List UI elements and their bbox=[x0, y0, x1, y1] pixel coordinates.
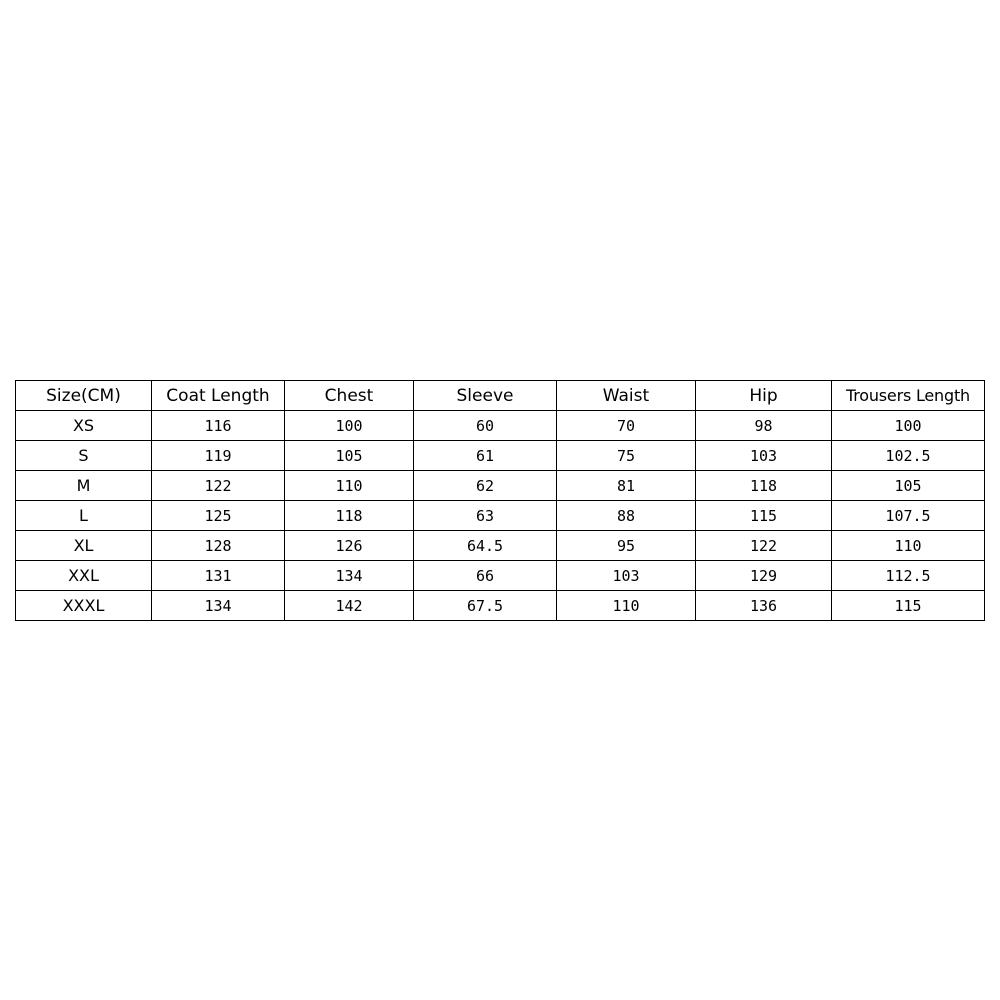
hip-cell: 98 bbox=[696, 411, 832, 441]
header-size: Size(CM) bbox=[16, 381, 152, 411]
hip-cell: 118 bbox=[696, 471, 832, 501]
sleeve-cell: 64.5 bbox=[414, 531, 557, 561]
trousers-length-cell: 110 bbox=[832, 531, 985, 561]
size-cell: S bbox=[16, 441, 152, 471]
header-trousers-length: Trousers Length bbox=[832, 381, 985, 411]
trousers-length-cell: 107.5 bbox=[832, 501, 985, 531]
sleeve-cell: 63 bbox=[414, 501, 557, 531]
hip-cell: 122 bbox=[696, 531, 832, 561]
waist-cell: 103 bbox=[557, 561, 696, 591]
sleeve-cell: 61 bbox=[414, 441, 557, 471]
hip-cell: 136 bbox=[696, 591, 832, 621]
header-row bbox=[16, 381, 985, 411]
chest-cell: 134 bbox=[285, 561, 414, 591]
coat-length-cell: 125 bbox=[152, 501, 285, 531]
sleeve-cell: 67.5 bbox=[414, 591, 557, 621]
chest-cell: 105 bbox=[285, 441, 414, 471]
table-row bbox=[16, 441, 985, 471]
hip-cell: 115 bbox=[696, 501, 832, 531]
coat-length-cell: 122 bbox=[152, 471, 285, 501]
coat-length-cell: 128 bbox=[152, 531, 285, 561]
table-row bbox=[16, 501, 985, 531]
trousers-length-cell: 115 bbox=[832, 591, 985, 621]
table-row bbox=[16, 411, 985, 441]
size-cell: XXXL bbox=[16, 591, 152, 621]
sleeve-cell: 62 bbox=[414, 471, 557, 501]
table-row bbox=[16, 591, 985, 621]
coat-length-cell: 119 bbox=[152, 441, 285, 471]
table-row bbox=[16, 561, 985, 591]
size-chart-table bbox=[15, 380, 985, 621]
waist-cell: 75 bbox=[557, 441, 696, 471]
table-row bbox=[16, 471, 985, 501]
trousers-length-cell: 105 bbox=[832, 471, 985, 501]
waist-cell: 95 bbox=[557, 531, 696, 561]
sleeve-cell: 66 bbox=[414, 561, 557, 591]
size-cell: XXL bbox=[16, 561, 152, 591]
hip-cell: 103 bbox=[696, 441, 832, 471]
waist-cell: 88 bbox=[557, 501, 696, 531]
coat-length-cell: 131 bbox=[152, 561, 285, 591]
coat-length-cell: 134 bbox=[152, 591, 285, 621]
coat-length-cell: 116 bbox=[152, 411, 285, 441]
hip-cell: 129 bbox=[696, 561, 832, 591]
trousers-length-cell: 100 bbox=[832, 411, 985, 441]
trousers-length-cell: 102.5 bbox=[832, 441, 985, 471]
size-cell: M bbox=[16, 471, 152, 501]
waist-cell: 70 bbox=[557, 411, 696, 441]
size-cell: XL bbox=[16, 531, 152, 561]
waist-cell: 81 bbox=[557, 471, 696, 501]
header-coat-length: Coat Length bbox=[152, 381, 285, 411]
chest-cell: 110 bbox=[285, 471, 414, 501]
chest-cell: 100 bbox=[285, 411, 414, 441]
chest-cell: 126 bbox=[285, 531, 414, 561]
sleeve-cell: 60 bbox=[414, 411, 557, 441]
table-row bbox=[16, 531, 985, 561]
header-sleeve: Sleeve bbox=[414, 381, 557, 411]
header-hip: Hip bbox=[696, 381, 832, 411]
header-waist: Waist bbox=[557, 381, 696, 411]
size-cell: L bbox=[16, 501, 152, 531]
chest-cell: 118 bbox=[285, 501, 414, 531]
header-chest: Chest bbox=[285, 381, 414, 411]
waist-cell: 110 bbox=[557, 591, 696, 621]
trousers-length-cell: 112.5 bbox=[832, 561, 985, 591]
chest-cell: 142 bbox=[285, 591, 414, 621]
size-cell: XS bbox=[16, 411, 152, 441]
